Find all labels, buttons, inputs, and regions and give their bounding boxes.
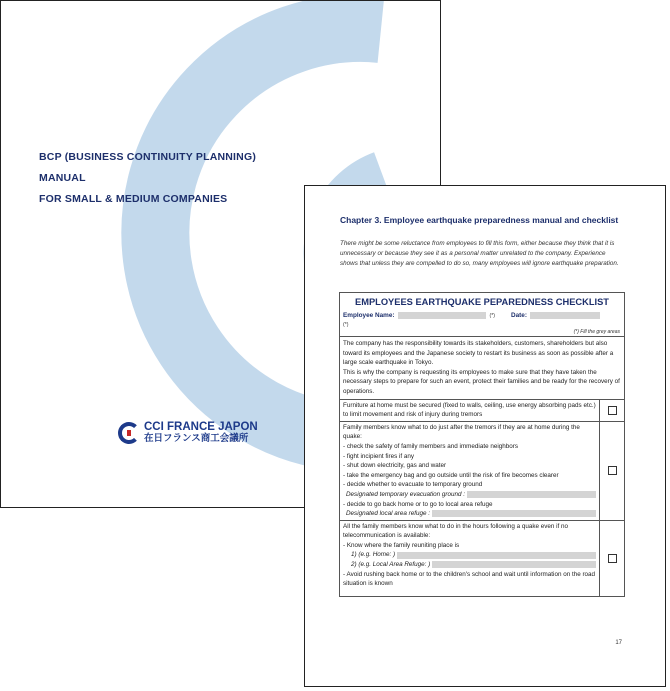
cci-logo-icon — [118, 422, 140, 444]
reunite-refuge-label: 2) (e.g. Local Area Refuge: ) — [351, 561, 431, 569]
page-number: 17 — [615, 640, 622, 646]
checklist-item-furniture — [340, 399, 624, 421]
item-line: - Avoid rushing back home or to the children's school and wait until information on the road situation is known — [343, 570, 596, 588]
item-checkbox[interactable] — [608, 554, 617, 563]
date-label: Date: — [510, 312, 527, 319]
checklist-item-after-tremors — [340, 421, 624, 520]
required-star: (*) — [489, 312, 495, 319]
cover-title-line-3: FOR SMALL & MEDIUM COMPANIES — [39, 193, 228, 205]
employee-name-field[interactable] — [398, 312, 486, 319]
logo-text-jp: 在日フランス商工会議所 — [144, 433, 249, 444]
item-line: - fight incipient fires if any — [343, 452, 415, 460]
checklist-page — [304, 185, 666, 687]
checklist-item-hours-after — [340, 520, 624, 596]
item-line: - shut down electricity, gas and water — [343, 462, 447, 470]
reunite-home-field[interactable] — [397, 552, 596, 559]
item-line: All the family members know what to do in the hours following a quake even if no telecommunication is available: — [343, 522, 569, 540]
fill-note: (*) Fill the grey areas — [573, 329, 620, 335]
local-refuge-label: Designated local area refuge : — [346, 510, 431, 518]
item-text: Furniture at home must be secured (fixed to walls, ceiling, use energy absorbing pads etc.) to limit movement and risk of injury during tremors — [343, 401, 596, 419]
evacuation-ground-field[interactable] — [467, 491, 596, 498]
item-line: - check the safety of family members and immediate neighbors — [343, 442, 518, 450]
checklist-intro-line: This is why the company is requesting its employees to make sure that they have taken the necessary steps to prepare for such an event, protect their families and be ready for the recovery of operations. — [343, 368, 620, 395]
checklist-title: EMPLOYEES EARTHQUAKE PEPAREDNESS CHECKLIST — [355, 297, 609, 307]
chapter-heading: Chapter 3. Employee earthquake preparedness manual and checklist — [340, 215, 619, 225]
intro-paragraph: There might be some reluctance from employees to fill this form, either because they think that it is unnecessary or because they see it as a personal matter unrelated to the company. Experience shows that unless they are compelled to do so, many employees will ignore earthquake preparation. — [340, 240, 619, 267]
item-checkbox[interactable] — [608, 466, 617, 475]
item-text — [340, 422, 599, 520]
item-line: - decide to go back home or to go to local area refuge — [343, 500, 493, 508]
employee-row — [340, 310, 624, 321]
local-refuge-field[interactable] — [432, 510, 596, 517]
checklist-intro-line: The company has the responsibility towards its stakeholders, customers, shareholders but also toward its employees and the Japanese society to restart its business as soon as possible after a large scale earthquake in Tokyo. — [343, 340, 614, 367]
item-checkbox[interactable] — [608, 406, 617, 415]
cci-logo — [118, 421, 258, 444]
cover-title-line-2: MANUAL — [39, 172, 86, 184]
checklist-intro — [340, 336, 624, 399]
item-line: - Know where the family reuniting place is — [343, 541, 460, 549]
evacuation-ground-label: Designated temporary evacuation ground : — [346, 490, 466, 498]
employee-name-label: Employee Name: — [343, 312, 395, 319]
logo-text-en: CCI FRANCE JAPON — [144, 421, 258, 433]
item-line: - take the emergency bag and go outside until the risk of fire becomes clearer — [343, 471, 559, 479]
reunite-refuge-field[interactable] — [432, 561, 596, 568]
checklist-table — [339, 292, 625, 597]
item-line: Family members know what to do just after the tremors if they are at home during the quake: — [343, 423, 580, 441]
required-star-2: (*) — [343, 322, 349, 328]
date-field[interactable] — [530, 312, 600, 319]
item-text — [340, 521, 599, 596]
cover-title-line-1: BCP (BUSINESS CONTINUITY PLANNING) — [39, 151, 257, 163]
reunite-home-label: 1) (e.g. Home: ) — [351, 551, 396, 559]
item-line: - decide whether to evacuate to temporary ground — [343, 481, 483, 489]
